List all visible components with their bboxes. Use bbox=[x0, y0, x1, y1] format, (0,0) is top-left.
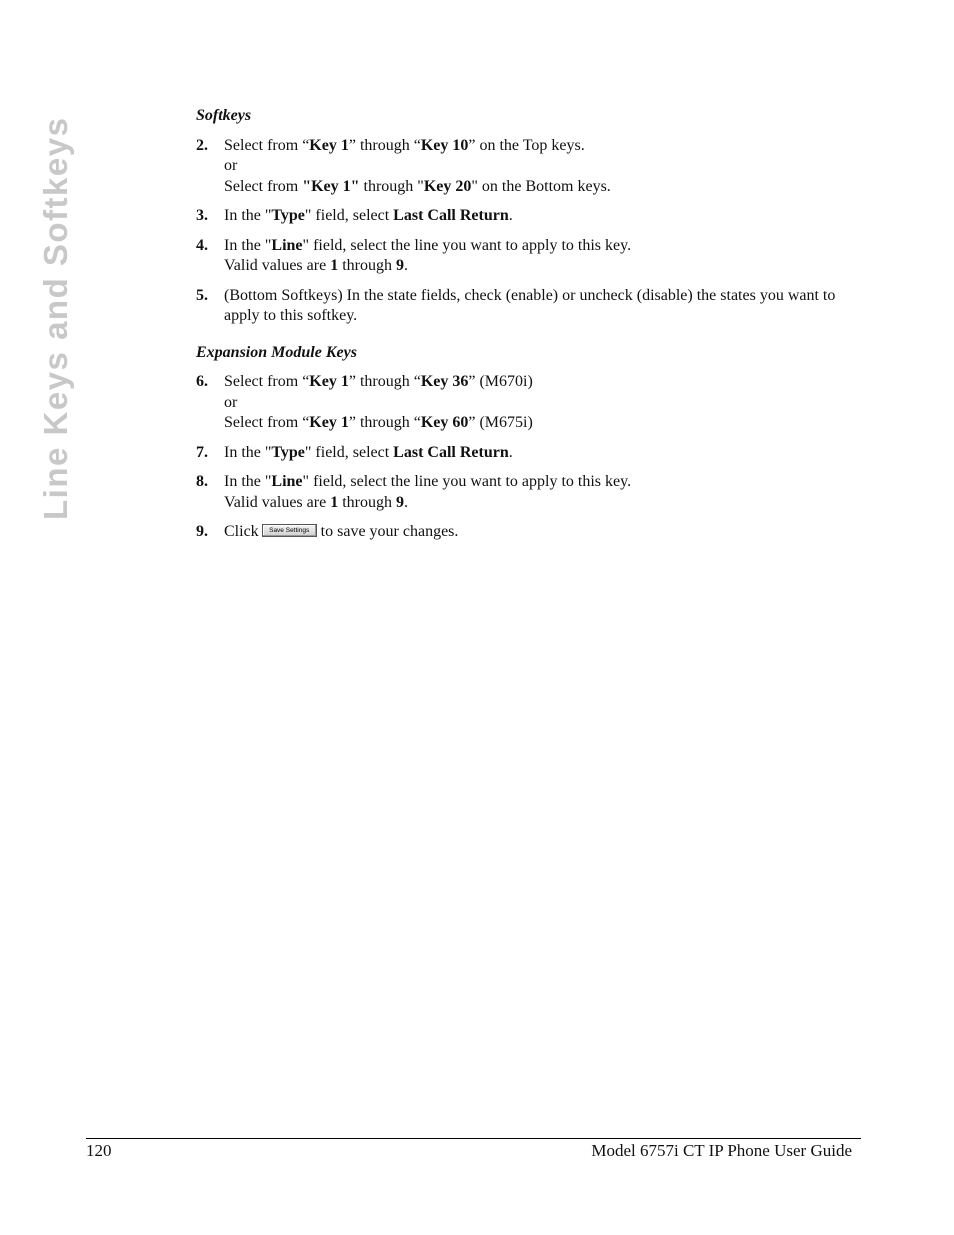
step-number: 4. bbox=[196, 236, 208, 254]
step-text: Select from “ bbox=[224, 136, 310, 154]
step-9 bbox=[196, 522, 866, 543]
key-name: Key 10 bbox=[420, 136, 469, 154]
step-text: ” on the Top keys. bbox=[468, 136, 585, 154]
guide-title: Model 6757i CT IP Phone User Guide bbox=[591, 1141, 852, 1160]
step-text: ” through “ bbox=[348, 414, 421, 431]
value: 9 bbox=[395, 493, 404, 511]
step-2 bbox=[196, 136, 866, 198]
step-number: 8. bbox=[196, 473, 208, 490]
key-name: Key 20 bbox=[423, 177, 472, 195]
step-3 bbox=[196, 206, 866, 227]
step-text: through " bbox=[359, 177, 424, 195]
step-text: " field, select the line you want to apply to this key. bbox=[302, 473, 632, 490]
step-text: Click bbox=[224, 523, 259, 540]
section-heading-expansion: Expansion Module Keys bbox=[196, 343, 357, 361]
step-line bbox=[224, 206, 866, 227]
step-4 bbox=[196, 236, 866, 277]
step-text: . bbox=[508, 207, 513, 224]
step-text: . bbox=[508, 443, 513, 461]
page-number: 120 bbox=[86, 1141, 112, 1160]
step-6 bbox=[196, 372, 866, 434]
step-text: " field, select bbox=[304, 443, 394, 461]
step-line bbox=[224, 372, 866, 393]
step-text: Select from “ bbox=[224, 414, 310, 431]
step-line bbox=[224, 136, 866, 157]
step-text: . bbox=[403, 257, 408, 274]
chapter-side-title: Line Keys and Softkeys bbox=[37, 116, 74, 520]
step-number: 5. bbox=[196, 286, 208, 304]
save-settings-button[interactable]: Save Settings bbox=[262, 524, 317, 537]
key-name: Key 36 bbox=[420, 373, 469, 390]
step-number: 9. bbox=[196, 523, 208, 540]
step-line bbox=[224, 443, 866, 464]
step-number: 6. bbox=[196, 373, 208, 390]
step-text: ” through “ bbox=[348, 136, 421, 154]
key-name: Key 1 bbox=[309, 414, 349, 431]
step-text: ” (M675i) bbox=[468, 414, 533, 431]
key-name: "Key 1" bbox=[302, 177, 360, 195]
field-name: Line bbox=[271, 473, 303, 490]
step-text: through bbox=[338, 493, 396, 511]
step-text: " field, select bbox=[304, 207, 394, 224]
option-name: Last Call Return bbox=[393, 207, 509, 224]
step-line bbox=[224, 472, 866, 493]
main-content bbox=[196, 106, 866, 552]
step-line bbox=[224, 522, 866, 543]
step-text: " field, select the line you want to apply to this key. bbox=[302, 236, 632, 254]
step-line: (Bottom Softkeys) In the state fields, check (enable) or uncheck (disable) the states you want to apply to this softkey. bbox=[224, 286, 836, 324]
step-5 bbox=[196, 286, 866, 327]
step-text: . bbox=[403, 493, 408, 511]
key-name: Key 1 bbox=[309, 373, 349, 390]
field-name: Line bbox=[271, 236, 303, 254]
field-name: Type bbox=[271, 207, 305, 224]
value: 1 bbox=[330, 493, 339, 511]
step-text: " on the Bottom keys. bbox=[471, 177, 611, 195]
or-separator: or bbox=[224, 157, 238, 174]
key-name: Key 60 bbox=[420, 414, 469, 431]
step-text: In the " bbox=[224, 236, 272, 254]
step-text: Select from “ bbox=[224, 373, 310, 390]
step-line bbox=[224, 256, 866, 277]
step-number: 7. bbox=[196, 443, 208, 461]
value: 1 bbox=[330, 257, 339, 274]
step-line bbox=[224, 413, 866, 434]
step-7 bbox=[196, 443, 866, 464]
key-name: Key 1 bbox=[309, 136, 349, 154]
step-text: Valid values are bbox=[224, 257, 331, 274]
step-number: 3. bbox=[196, 207, 208, 224]
step-line bbox=[224, 177, 866, 198]
step-8 bbox=[196, 472, 866, 513]
step-text: In the " bbox=[224, 207, 272, 224]
step-text: Valid values are bbox=[224, 493, 331, 511]
value: 9 bbox=[395, 257, 404, 274]
step-line bbox=[224, 236, 866, 257]
step-text: Select from bbox=[224, 177, 303, 195]
step-text: ” through “ bbox=[348, 373, 421, 390]
step-text: In the " bbox=[224, 473, 272, 490]
section-heading-softkeys: Softkeys bbox=[196, 107, 252, 124]
footer-divider bbox=[86, 1138, 861, 1139]
or-separator: or bbox=[224, 393, 238, 411]
step-number: 2. bbox=[196, 136, 208, 154]
step-text: ” (M670i) bbox=[468, 373, 533, 390]
step-text: through bbox=[338, 257, 396, 274]
step-text: to save your changes. bbox=[320, 523, 459, 540]
step-line bbox=[224, 493, 866, 514]
field-name: Type bbox=[271, 443, 305, 461]
step-text: In the " bbox=[224, 443, 272, 461]
option-name: Last Call Return bbox=[393, 443, 509, 461]
